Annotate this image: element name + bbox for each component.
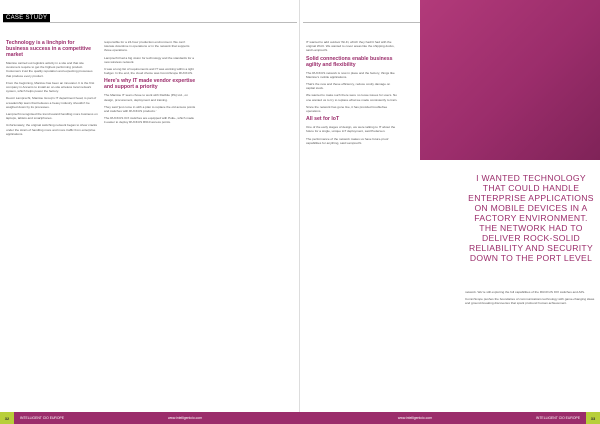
hero-image <box>420 0 600 160</box>
case-study-tag: CASE STUDY <box>3 14 50 23</box>
paragraph: Since the network has gone live, it has provided troublefree operations. <box>306 104 388 114</box>
paragraph: Manitou carried out logistics activity in a site and that site customers require to get the highest performing product. Customers trust the quality reputation and expecting processes that produce every product. <box>6 61 93 78</box>
left-col-2 <box>104 40 196 128</box>
footer-url: www.intelligentcio.com <box>397 416 433 420</box>
pull-quote: I WANTED TECHNOLOGY THAT COULD HANDLE ENTERPRISE APPLICATIONS ON MOBILE DEVICES IN A FACTORY ENVIRONMENT. THE NETWORK HAD TO DELIVER ROCK-SOLID RELIABILITY AND SECURITY DOWN TO THE PORT LEVEL <box>468 173 594 263</box>
left-footer <box>0 412 300 424</box>
section-heading: All set for IoT <box>306 116 340 123</box>
left-col-1 <box>6 40 98 139</box>
header-rule <box>3 22 297 23</box>
paragraph: CommScope pushes the boundaries of communications technology with game-changing ideas and ground-breaking discoveries that spark profound human achievement. <box>465 297 595 306</box>
paragraph: It was a long list of requirements and IT was working within a tight budget. In the end, the cloud choice was CommScope RUCKUS. <box>104 67 194 76</box>
page-number: 33 <box>586 412 600 424</box>
section-heading: Technology is a linchpin for business success in a competitive market <box>6 40 92 58</box>
paragraph: network. We're still exploring the full capabilities of the RUCKUS IOX switches and APs. <box>465 290 586 294</box>
paragraph: That's the new and these efficiency, reduce costly damage on capital stock. <box>306 82 391 91</box>
paragraph: They said 'just come in with a plan to replace the old access points and switches with RUCKUS products.' <box>104 104 196 114</box>
page-number: 32 <box>0 412 14 424</box>
paragraph: IT wanted to add outdoor Wi-Fi, which they hadn't had with the original Wi-Fi. We wanted to cover areas like the shipping docks, said Lamprecht. <box>306 40 395 53</box>
paragraph: The RUCKUS network is now in place and the factory, things like Manitou's mobile applications. <box>306 70 395 79</box>
paragraph: The performance of the network makes us have future-proof capabilities for anything, said Lamprecht. <box>306 136 389 145</box>
footer-publication: INTELLIGENT CIO EUROPE <box>535 416 580 420</box>
paragraph: One of the early stages of design, we were talking to IT about the future for a single, unique IoT deployment, said Pedersen. <box>306 125 396 134</box>
paragraph: The Manitou IT team chose to work with Dielbite (PA) Ltd., on design, procurement, deployment and training. <box>104 93 188 102</box>
right-footer <box>300 412 600 424</box>
footer-url: www.intelligentcio.com <box>167 416 203 420</box>
section-heading: Here's why IT made vendor expertise and support a priority <box>104 78 196 91</box>
paragraph: Lamprecht recognised the trend toward handling more business on laptops, tablets and smartphones. <box>6 112 98 121</box>
paragraph: Lamprecht had a big vision for technology and the standards for a new wireless network. <box>104 55 194 64</box>
right-col-3 <box>465 290 595 309</box>
paragraph: Devoir Lamprecht, Manitou Group's IT department head, is part of a leadership team that believes a heavy industry shouldn't be weighed down by its processes. <box>6 96 97 109</box>
paragraph: The RUCKUS ICX switches are equipped with PoE+, which made it easier to deploy RUCKUS R610 access points. <box>104 116 195 125</box>
footer-publication: INTELLIGENT CIO EUROPE <box>20 416 65 420</box>
paragraph: We wanted to make such there were no loose issues for users. No one wanted us to try to replace what we made consistently to train. <box>306 93 398 102</box>
paragraph: From the beginning, Manitou has been an innovator. It is the first company in Ancenis to install an on-site wireless local network system, which helps power the factory. <box>6 80 95 94</box>
paragraph: responsible for a 24-hour production environment. We can't tolerate downtime in operations or in the network that supports those operations. <box>104 40 190 53</box>
paragraph: Unfortunately, the original switching network began to show cracks under the strain of handling more and more traffic from enterprise applications. <box>6 123 98 136</box>
section-heading: Solid connections enable business agility and flexibility <box>306 55 393 68</box>
right-col-1 <box>306 40 398 148</box>
